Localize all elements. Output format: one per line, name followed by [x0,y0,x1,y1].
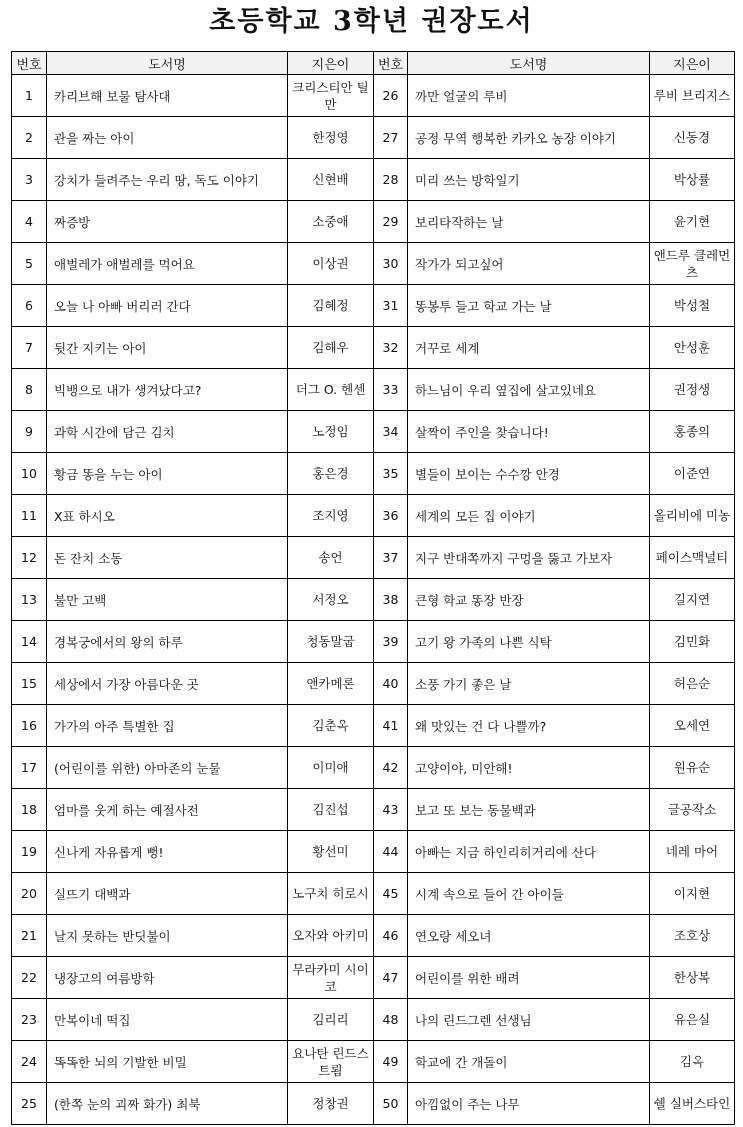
table-row [12,915,735,957]
book-title: 소풍 가기 좋은 날 [408,663,650,705]
book-title: 가가의 아주 특별한 집 [47,705,288,747]
table-row [12,747,735,789]
book-title: 뒷간 지키는 아이 [47,327,288,369]
book-title: 똥봉투 들고 학교 가는 날 [408,285,650,327]
book-title: 불만 고백 [47,579,288,621]
table-row [12,957,735,999]
table-row [12,579,735,621]
book-number: 39 [374,621,408,663]
book-author: 원유순 [650,747,735,789]
book-title: 아빠는 지금 하인리히거리에 산다 [408,831,650,873]
book-author: 노정임 [288,411,374,453]
book-author: 조호상 [650,915,735,957]
book-number: 11 [12,495,47,537]
table-row [12,789,735,831]
book-number: 8 [12,369,47,411]
book-author: 유은실 [650,999,735,1041]
table-row [12,285,735,327]
header-book-title: 도서명 [408,52,650,75]
book-author: 한정영 [288,117,374,159]
book-number: 2 [12,117,47,159]
book-number: 46 [374,915,408,957]
book-author: 루비 브리지스 [650,75,735,117]
book-title: X표 하시오 [47,495,288,537]
book-title: 별들이 보이는 수수깡 안경 [408,453,650,495]
header-row [12,52,735,75]
book-author: 윤기현 [650,201,735,243]
book-number: 19 [12,831,47,873]
book-number: 38 [374,579,408,621]
book-author: 이준연 [650,453,735,495]
book-title: 황금 똥을 누는 아이 [47,453,288,495]
book-title: 세상에서 가장 아름다운 곳 [47,663,288,705]
book-title: 아낌없이 주는 나무 [408,1083,650,1125]
book-title: 애벌레가 애벌레를 먹어요 [47,243,288,285]
book-author: 오자와 아키미 [288,915,374,957]
book-title: 엄마를 웃게 하는 예절사전 [47,789,288,831]
book-author: 네레 마어 [650,831,735,873]
book-title: 지구 반대쪽까지 구멍을 뚫고 가보자 [408,537,650,579]
book-author: 조지영 [288,495,374,537]
book-author: 이상권 [288,243,374,285]
book-title: 연오랑 세오녀 [408,915,650,957]
book-number: 37 [374,537,408,579]
book-number: 28 [374,159,408,201]
book-number: 13 [12,579,47,621]
page-title: 초등학교 3학년 권장도서 [209,6,534,37]
book-number: 35 [374,453,408,495]
book-title: 세계의 모든 집 이야기 [408,495,650,537]
book-number: 36 [374,495,408,537]
book-number: 12 [12,537,47,579]
table-row [12,327,735,369]
book-table [11,51,735,1125]
book-number: 33 [374,369,408,411]
table-row [12,999,735,1041]
book-author: 송언 [288,537,374,579]
book-author: 앤카메론 [288,663,374,705]
table-row [12,663,735,705]
book-number: 17 [12,747,47,789]
book-number: 22 [12,957,47,999]
book-number: 20 [12,873,47,915]
table-row [12,243,735,285]
book-author: 김옥 [650,1041,735,1083]
book-title: 신나게 자유롭게 뻥! [47,831,288,873]
book-author: 올리비에 미농 [650,495,735,537]
book-number: 18 [12,789,47,831]
book-title: 관을 짜는 아이 [47,117,288,159]
table-row [12,201,735,243]
book-number: 45 [374,873,408,915]
book-title: 하느님이 우리 옆집에 살고있네요 [408,369,650,411]
table-row [12,831,735,873]
book-author: 황선미 [288,831,374,873]
book-title: 학교에 간 개돌이 [408,1041,650,1083]
book-title: 나의 린드그렌 선생님 [408,999,650,1041]
book-number: 29 [374,201,408,243]
book-number: 7 [12,327,47,369]
book-number: 9 [12,411,47,453]
book-number: 32 [374,327,408,369]
book-title: 작가가 되고싶어 [408,243,650,285]
header-number: 번호 [12,52,47,75]
book-title: 어린이를 위한 배려 [408,957,650,999]
table-row [12,411,735,453]
book-number: 3 [12,159,47,201]
book-number: 41 [374,705,408,747]
book-author: 권정생 [650,369,735,411]
book-title: 똑똑한 뇌의 기발한 비밀 [47,1041,288,1083]
book-author: 크리스티안 틸만 [288,75,374,117]
book-title: 보고 또 보는 동물백과 [408,789,650,831]
book-author: 정창권 [288,1083,374,1125]
book-number: 4 [12,201,47,243]
book-number: 27 [374,117,408,159]
book-author: 소중애 [288,201,374,243]
book-author: 김민화 [650,621,735,663]
book-author: 김혜정 [288,285,374,327]
book-number: 47 [374,957,408,999]
book-author: 김해우 [288,327,374,369]
book-title: 만복이네 떡집 [47,999,288,1041]
table-row [12,369,735,411]
book-author: 김진섭 [288,789,374,831]
table-body [12,75,735,1125]
book-author: 앤드루 클레먼츠 [650,243,735,285]
book-author: 오세연 [650,705,735,747]
book-number: 6 [12,285,47,327]
book-title: 왜 맛있는 건 다 나쁠까? [408,705,650,747]
book-author: 노구치 히로시 [288,873,374,915]
book-author: 길지연 [650,579,735,621]
book-author: 박상률 [650,159,735,201]
book-number: 1 [12,75,47,117]
book-number: 15 [12,663,47,705]
header-number: 번호 [374,52,408,75]
book-number: 26 [374,75,408,117]
book-author: 김춘옥 [288,705,374,747]
book-title: 빅뱅으로 내가 생겨났다고? [47,369,288,411]
book-title: 미리 쓰는 방학일기 [408,159,650,201]
table-row [12,621,735,663]
book-author: 무라카미 시이코 [288,957,374,999]
book-title: 날지 못하는 반딧불이 [47,915,288,957]
book-author: 홍은경 [288,453,374,495]
book-title: 공정 무역 행복한 카카오 농장 이야기 [408,117,650,159]
book-number: 34 [374,411,408,453]
book-author: 김리리 [288,999,374,1041]
book-author: 서정오 [288,579,374,621]
book-number: 25 [12,1083,47,1125]
table-row [12,1083,735,1125]
book-title: 살짝이 주인을 찾습니다! [408,411,650,453]
table-row [12,705,735,747]
book-title: 냉장고의 여름방학 [47,957,288,999]
book-number: 24 [12,1041,47,1083]
book-number: 23 [12,999,47,1041]
book-title: 까만 얼굴의 루비 [408,75,650,117]
book-title: (어린이를 위한) 아마존의 눈물 [47,747,288,789]
book-title: 고양이야, 미안해! [408,747,650,789]
book-author: 신현배 [288,159,374,201]
book-author: 요나탄 린드스트룀 [288,1041,374,1083]
book-number: 43 [374,789,408,831]
table-row [12,117,735,159]
book-author: 페이스맥널티 [650,537,735,579]
book-author: 더그 O. 헨센 [288,369,374,411]
book-number: 50 [374,1083,408,1125]
book-title: 고기 왕 가족의 나쁜 식탁 [408,621,650,663]
book-number: 5 [12,243,47,285]
book-number: 21 [12,915,47,957]
book-author: 허은순 [650,663,735,705]
book-title: 큰형 학교 똥장 반장 [408,579,650,621]
header-author: 지은이 [650,52,735,75]
header-book-title: 도서명 [47,52,288,75]
book-title: 짜증방 [47,201,288,243]
book-title: 강치가 들려주는 우리 땅, 독도 이야기 [47,159,288,201]
book-title: 거꾸로 세계 [408,327,650,369]
header-author: 지은이 [288,52,374,75]
book-author: 청동말굽 [288,621,374,663]
book-author: 이지현 [650,873,735,915]
book-number: 44 [374,831,408,873]
book-number: 16 [12,705,47,747]
book-number: 42 [374,747,408,789]
table-row [12,537,735,579]
book-author: 쉘 실버스타인 [650,1083,735,1125]
book-number: 10 [12,453,47,495]
book-title: 과학 시간에 담근 김치 [47,411,288,453]
table-row [12,159,735,201]
table-row [12,75,735,117]
table-row [12,495,735,537]
book-title: (한쪽 눈의 괴짜 화가) 최북 [47,1083,288,1125]
book-number: 30 [374,243,408,285]
book-title: 보리타작하는 날 [408,201,650,243]
book-number: 49 [374,1041,408,1083]
book-title: 카리브해 보물 탐사대 [47,75,288,117]
book-title: 실뜨기 대백과 [47,873,288,915]
book-author: 글공작소 [650,789,735,831]
book-author: 홍종의 [650,411,735,453]
book-author: 안성훈 [650,327,735,369]
book-number: 40 [374,663,408,705]
book-title: 시계 속으로 들어 간 아이들 [408,873,650,915]
table-row [12,873,735,915]
book-number: 31 [374,285,408,327]
book-number: 14 [12,621,47,663]
book-author: 한상복 [650,957,735,999]
table-row [12,1041,735,1083]
book-title: 돈 잔치 소동 [47,537,288,579]
book-title: 경복궁에서의 왕의 하루 [47,621,288,663]
book-title: 오늘 나 아빠 버리러 간다 [47,285,288,327]
book-author: 박성철 [650,285,735,327]
book-number: 48 [374,999,408,1041]
book-author: 신동경 [650,117,735,159]
table-row [12,453,735,495]
book-author: 이미애 [288,747,374,789]
